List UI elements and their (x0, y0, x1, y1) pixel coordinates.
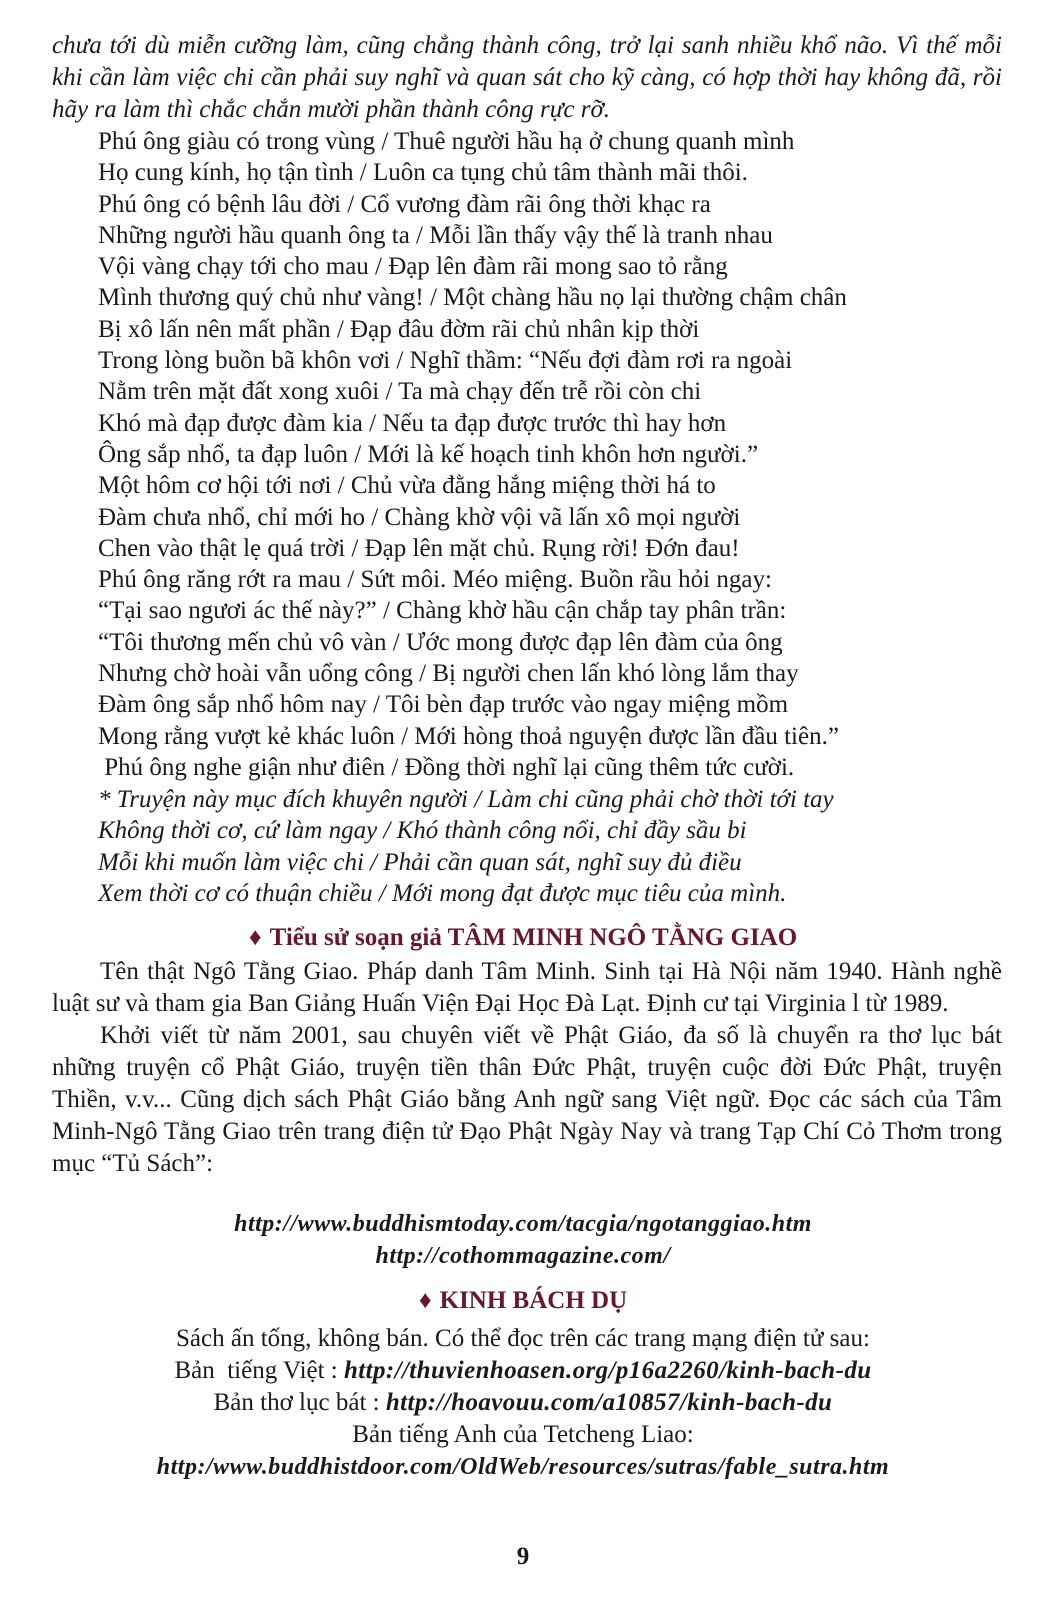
poem-line: Mong rằng vượt kẻ khác luôn / Mới hòng thoả nguyện được lần đầu tiên.” (98, 722, 839, 750)
kinh-anh-link[interactable]: http:/www.buddhistdoor.com/OldWeb/resources/sutras/fable_sutra.htm (156, 1454, 890, 1480)
kinh-tho-link[interactable]: http://hoavouu.com/a10857/kinh-bach-du (385, 1389, 833, 1416)
diamond-bullet-icon: ♦ (248, 924, 262, 951)
poem-line: Phú ông răng rớt ra mau / Sứt môi. Méo miệng. Buồn rầu hỏi ngay: (98, 566, 772, 594)
link-cothom[interactable]: http://cothommagazine.com/ (375, 1243, 671, 1269)
poem-line: Đàm chưa nhổ, chỉ mới ho / Chàng khờ vội vã lấn xô mọi người (98, 503, 741, 531)
kinh-viet-label: Bản tiếng Việt : (174, 1357, 344, 1384)
poem-line: Phú ông nghe giận như điên / Đồng thời nghĩ lại cũng thêm tức cười. (98, 753, 795, 781)
poem-line: Vội vàng chạy tới cho mau / Đạp lên đàm rãi mong sao tỏ rằng (98, 253, 728, 281)
bio-paragraph-2: Khởi viết từ năm 2001, sau chuyên viết về Phật Giáo, đa số là chuyển ra thơ lục bát những truyện cổ Phật Giáo, truyện tiền thân Đức Phật, truyện cuộc đời Đức Phật, truyện Thiền, v.v... Cũng dịch sách Phật Giáo bằng Anh ngữ sang Việt ngữ. Đọc các sách của Tâm Minh-Ngô Tằng Giao trên trang điện tử Đạo Phật Ngày Nay và trang Tạp Chí Cỏ Thơm trong mục “Tủ Sách”: (52, 1022, 1002, 1177)
poem-line: “Tại sao ngươi ác thế này?” / Chàng khờ hầu cận chắp tay phân trần: (98, 597, 787, 625)
poem-line: Khó mà đạp được đàm kia / Nếu ta đạp được trước thì hay hơn (98, 409, 727, 437)
poem-line: Mình thương quý chủ như vàng! / Một chàng hầu nọ lại thường chậm chân (98, 284, 847, 312)
poem-line: Những người hầu quanh ông ta / Mỗi lần thấy vậy thế là tranh nhau (98, 221, 773, 249)
link-buddhismtoday[interactable]: http://www.buddhismtoday.com/tacgia/ngotanggiao.htm (234, 1211, 812, 1237)
kinh-viet-line (0, 1355, 1046, 1387)
kinh-heading-text: KINH BÁCH DỤ (439, 1287, 628, 1314)
moral-verse (98, 784, 834, 909)
poem-line: “Tôi thương mến chủ vô vàn / Ước mong được đạp lên đàm của ông (98, 628, 783, 656)
poem-line: Đàm ông sắp nhổ hôm nay / Tôi bèn đạp trước vào ngay miệng mồm (98, 691, 789, 719)
poem-line: Một hôm cơ hội tới nơi / Chủ vừa đằng hắng miệng thời há to (98, 472, 716, 500)
bio-heading-text: Tiểu sử soạn giả TÂM MINH NGÔ TẰNG GIAO (269, 924, 798, 951)
poem-line: Bị xô lấn nên mất phần / Đạp đâu đờm rãi chủ nhân kịp thời (98, 315, 700, 343)
poem-verse (98, 126, 847, 783)
kinh-anh-label: Bản tiếng Anh của Tetcheng Liao: (352, 1421, 694, 1448)
moral-line: Xem thời cơ có thuận chiều / Mới mong đạt được mục tiêu của mình. (98, 879, 787, 907)
kinh-viet-link[interactable]: http://thuvienhoasen.org/p16a2260/kinh-bach-du (344, 1357, 872, 1384)
poem-line: Phú ông giàu có trong vùng / Thuê người hầu hạ ở chung quanh mình (98, 128, 795, 155)
bio-paragraph-1: Tên thật Ngô Tằng Giao. Pháp danh Tâm Minh. Sinh tại Hà Nội năm 1940. Hành nghề luật sư và tham gia Ban Giảng Huấn Viện Đại Học Đà Lạt. Định cư tại Virginia l từ 1989. (52, 958, 1002, 1017)
poem-line: Phú ông có bệnh lâu đời / Cổ vương đàm rãi ông thời khạc ra (98, 190, 711, 218)
kinh-note: Sách ấn tống, không bán. Có thể đọc trên các trang mạng điện tử sau: (176, 1325, 870, 1352)
poem-line: Họ cung kính, họ tận tình / Luôn ca tụng chủ tâm thành mãi thôi. (98, 159, 748, 187)
poem-line: Nằm trên mặt đất xong xuôi / Ta mà chạy đến trễ rồi còn chi (98, 378, 702, 406)
kinh-heading (0, 1285, 1046, 1317)
kinh-tho-label: Bản thơ lục bát : (213, 1389, 386, 1416)
poem-line: Nhưng chờ hoài vẫn uổng công / Bị người chen lấn khó lòng lắm thay (98, 660, 799, 688)
intro-paragraph: chưa tới dù miễn cưỡng làm, cũng chẳng thành công, trở lại sanh nhiều khổ não. Vì thế mỗi khi cần làm việc chi cần phải suy nghĩ và quan sát cho kỹ càng, có hợp thời hay không đã, rồi hãy ra làm thì chắc chắn mười phần thành công rực rỡ. (52, 32, 1002, 123)
moral-line: * Truyện này mục đích khuyên người / Làm chi cũng phải chờ thời tới tay (98, 786, 834, 813)
poem-line: Chen vào thật lẹ quá trời / Đạp lên mặt chủ. Rụng rời! Đớn đau! (98, 534, 740, 562)
bio-section (52, 956, 1002, 1180)
kinh-tho-line (0, 1387, 1046, 1419)
bio-heading (0, 922, 1046, 954)
poem-line: Ông sắp nhổ, ta đạp luôn / Mới là kế hoạch tinh khôn hơn người.” (98, 440, 759, 468)
page-number: 9 (516, 1543, 530, 1570)
diamond-bullet-icon: ♦ (418, 1287, 432, 1314)
moral-line: Không thời cơ, cứ làm ngay / Khó thành công nổi, chỉ đầy sầu bi (98, 817, 747, 845)
poem-line: Trong lòng buồn bã khôn vơi / Nghĩ thầm: “Nếu đợi đàm rơi ra ngoài (98, 347, 793, 375)
moral-line: Mỗi khi muốn làm việc chi / Phải cần quan sát, nghĩ suy đủ điều (98, 848, 742, 876)
